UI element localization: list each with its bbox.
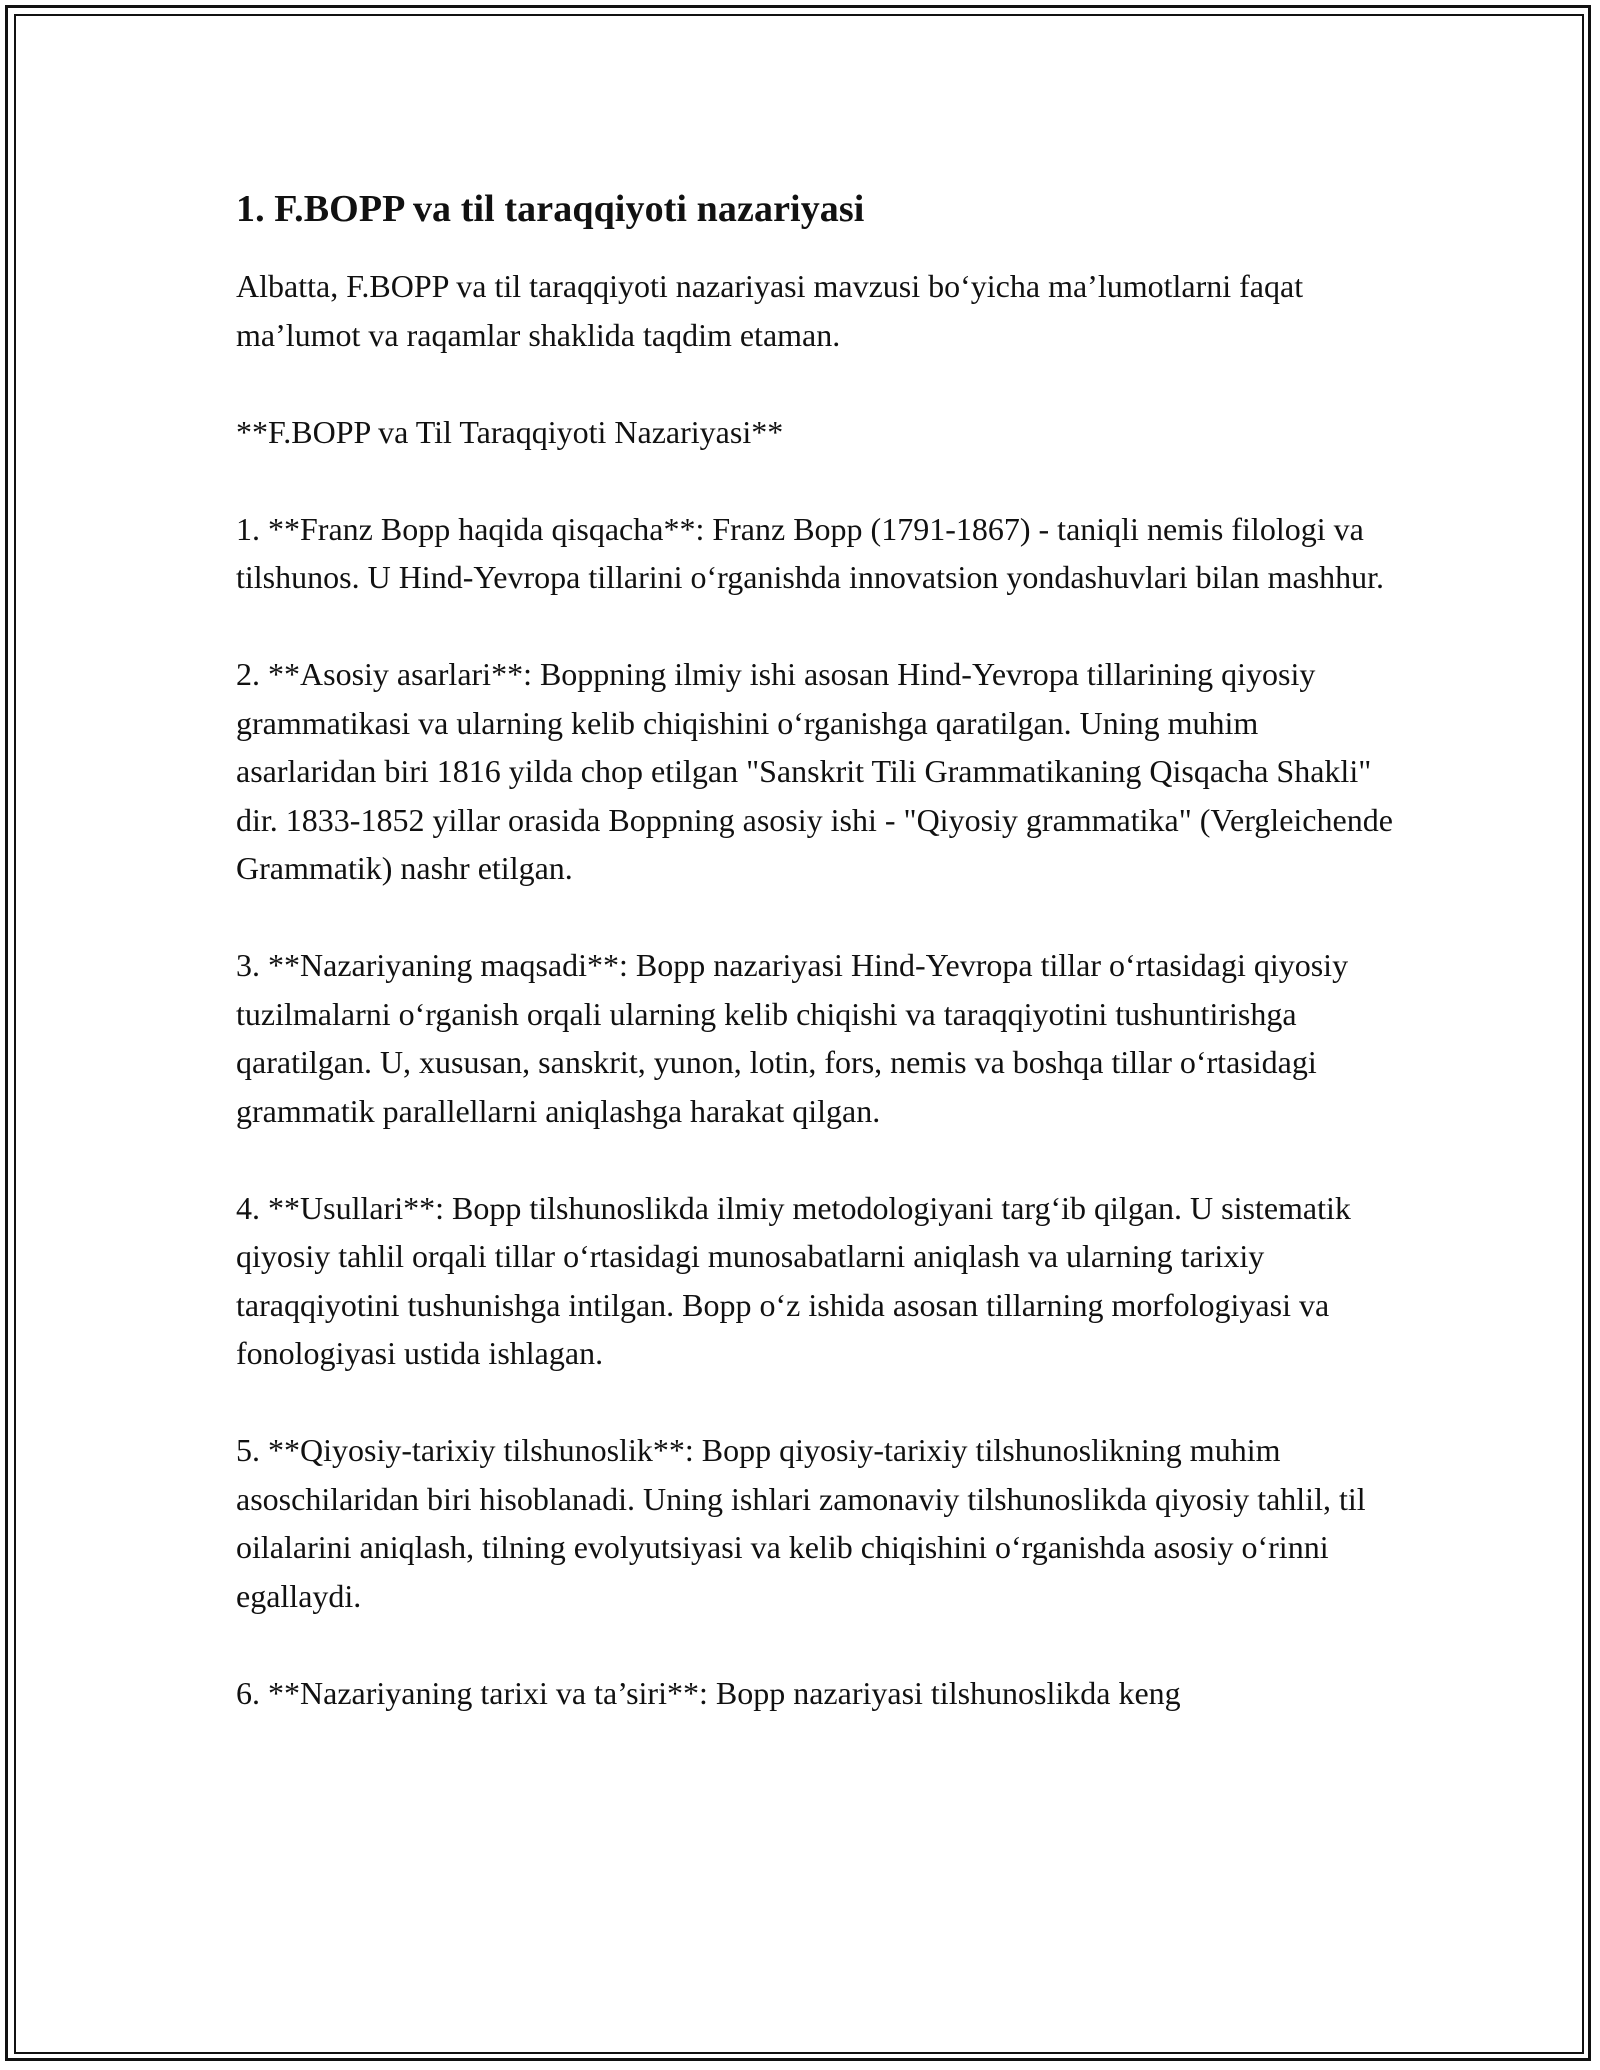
document-body bbox=[236, 186, 1396, 1717]
section-heading: 1. F.BOPP va til taraqqiyoti nazariyasi bbox=[236, 188, 865, 230]
point-3-paragraph: 3. **Nazariyaning maqsadi**: Bopp nazariyasi Hind-Yevropa tillar o‘rtasidagi qiyosiy tuzilmalarni o‘rganish orqali ularning kelib chiqishi va taraqqiyotini tushuntirishga qaratilgan. U, xususan, sanskrit, yunon, lotin, fors, nemis va boshqa tillar o‘rtasidagi grammatik parallellarni aniqlashga harakat qilgan. bbox=[236, 947, 1349, 1129]
point-4-paragraph: 4. **Usullari**: Bopp tilshunoslikda ilmiy metodologiyani targ‘ib qilgan. U sistematik qiyosiy tahlil orqali tillar o‘rtasidagi munosabatlarni aniqlash va ularning tarixiy taraqqiyotini tushunishga intilgan. Bopp o‘z ishida asosan tillarning morfologiyasi va fonologiyasi ustida ishlagan. bbox=[236, 1189, 1351, 1371]
subtitle-paragraph: **F.BOPP va Til Taraqqiyoti Nazariyasi** bbox=[236, 413, 784, 450]
point-6-paragraph: 6. **Nazariyaning tarixi va ta’siri**: Bopp nazariyasi tilshunoslikda keng bbox=[236, 1674, 1181, 1711]
point-5-paragraph: 5. **Qiyosiy-tarixiy tilshunoslik**: Bopp qiyosiy-tarixiy tilshunoslikning muhim asoschilaridan biri hisoblanadi. Uning ishlari zamonaviy tilshunoslikda qiyosiy tahlil, til oilalarini aniqlash, tilning evolyutsiyasi va kelib chiqishini o‘rganishda asosiy o‘rinni egallaydi. bbox=[236, 1432, 1366, 1614]
intro-paragraph: Albatta, F.BOPP va til taraqqiyoti nazariyasi mavzusi bo‘yicha ma’lumotlarni faqat ma’lumot va raqamlar shaklida taqdim etaman. bbox=[236, 268, 1304, 353]
point-1-paragraph: 1. **Franz Bopp haqida qisqacha**: Franz Bopp (1791-1867) - taniqli nemis filologi va tilshunos. U Hind-Yevropa tillarini o‘rganishda innovatsion yondashuvlari bilan mashhur. bbox=[236, 510, 1385, 595]
point-2-paragraph: 2. **Asosiy asarlari**: Boppning ilmiy ishi asosan Hind-Yevropa tillarining qiyosiy grammatikasi va ularning kelib chiqishini o‘rganishga qaratilgan. Uning muhim asarlaridan biri 1816 yilda chop etilgan "Sanskrit Tili Grammatikaning Qisqacha Shakli" dir. 1833-1852 yillar orasida Boppning asosiy ishi - "Qiyosiy grammatika" (Vergleichende Grammatik) nashr etilgan. bbox=[236, 656, 1393, 886]
